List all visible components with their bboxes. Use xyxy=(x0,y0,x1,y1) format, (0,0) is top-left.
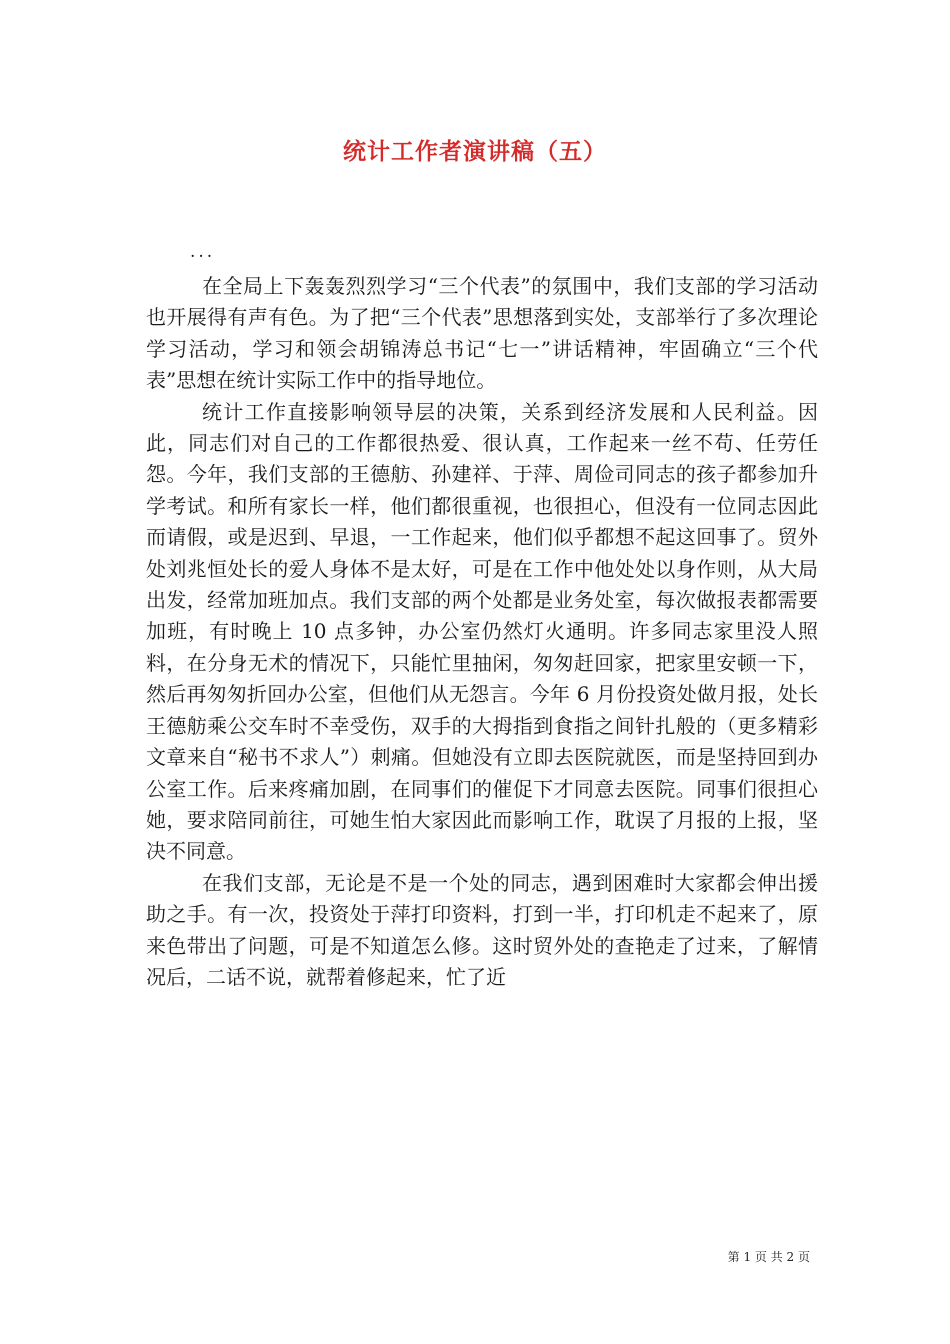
document-body xyxy=(146,271,818,993)
paragraph-1: 在全局上下轰轰烈烈学习“三个代表”的氛围中，我们支部的学习活动也开展得有声有色。为了把“三个代表”思想落到实处，支部举行了多次理论学习活动，学习和领会胡锦涛总书记“七一”讲话精神，牢固确立“三个代表”思想在统计实际工作中的指导地位。 xyxy=(146,274,818,393)
paragraph-3: 在我们支部，无论是不是一个处的同志，遇到困难时大家都会伸出援助之手。有一次，投资处于萍打印资料，打到一半，打印机走不起来了，原来色带出了问题，可是不知道怎么修。这时贸外处的查艳走了过来，了解情况后，二话不说，就帮着修起来，忙了近 xyxy=(146,870,818,989)
page-number-footer: 第 1 页 共 2 页 xyxy=(727,1250,810,1264)
page-title: 统计工作者演讲稿（五） xyxy=(343,138,607,165)
paragraph-2: 统计工作直接影响领导层的决策，关系到经济发展和人民利益。因此，同志们对自己的工作都很热爱、很认真，工作起来一丝不苟、任劳任怨。今年，我们支部的王德舫、孙建祥、于萍、周俭司同志的孩子都参加升学考试。和所有家长一样，他们都很重视，也很担心，但没有一位同志因此而请假，或是迟到、早退，一工作起来，他们似乎都想不起这回事了。贸外处刘兆恒处长的爱人身体不是太好，可是在工作中他处处以身作则，从大局出发，经常加班加点。我们支部的两个处都是业务处室，每次做报表都需要加班，有时晚上 10 点多钟，办公室仍然灯火通明。许多同志家里没人照料，在分身无术的情况下，只能忙里抽闲，匆匆赶回家，把家里安顿一下，然后再匆匆折回办公室，但他们从无怨言。今年 6 月份投资处做月报，处长王德舫乘公交车时不幸受伤，双手的大拇指到食指之间针扎般的（更多精彩文章来自“秘书不求人”）刺痛。但她没有立即去医院就医，而是坚持回到办公室工作。后来疼痛加剧，在同事们的催促下才同意去医院。同事们很担心她，要求陪同前往，可她生怕大家因此而影响工作，耽误了月报的上报，坚决不同意。 xyxy=(146,399,818,864)
ellipsis-marker: ... xyxy=(190,242,216,262)
